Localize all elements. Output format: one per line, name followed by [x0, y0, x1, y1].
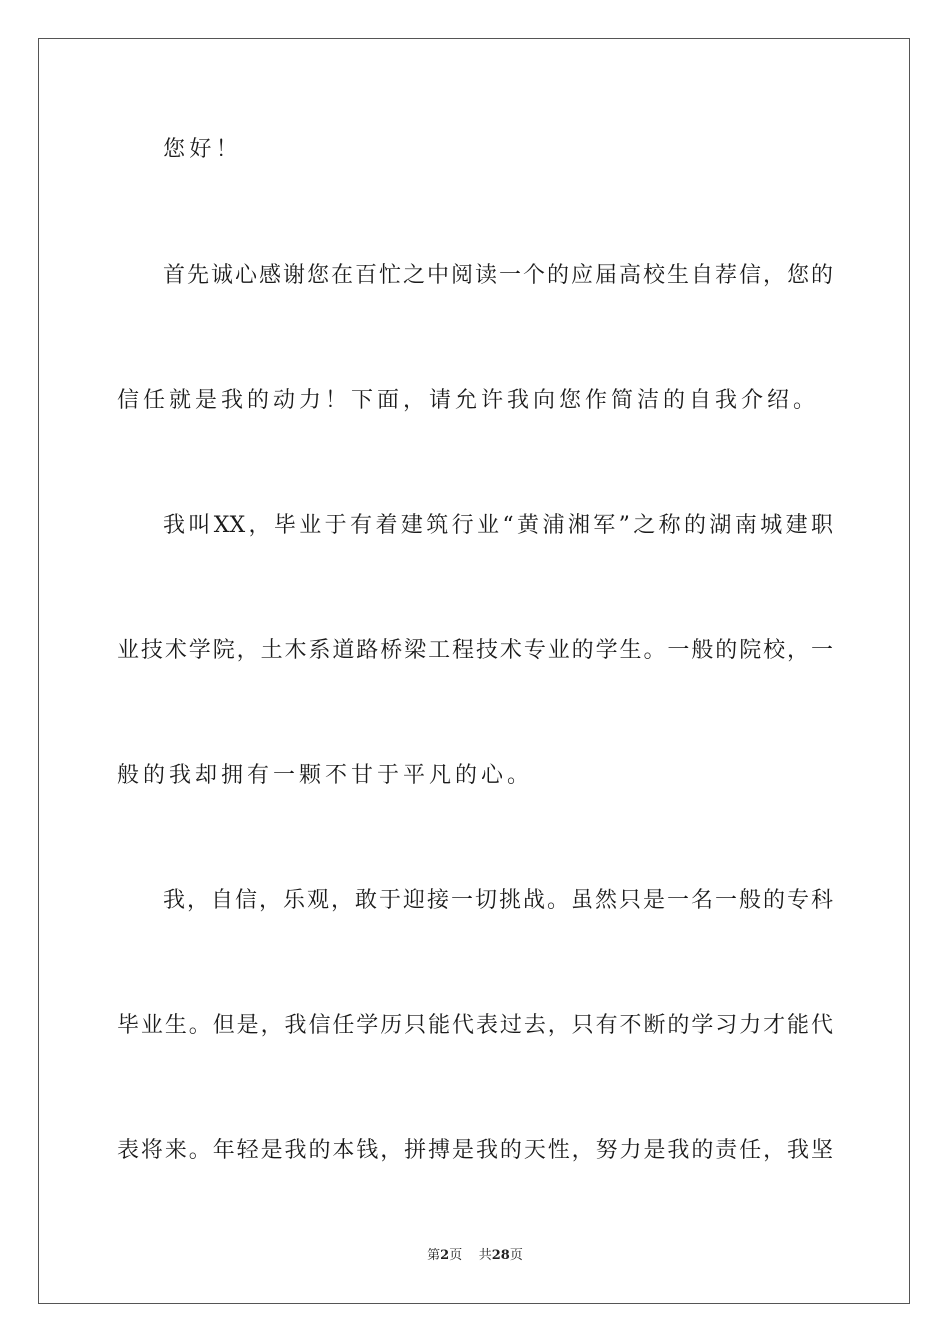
- page-prefix: 第: [427, 1248, 441, 1263]
- text-line: 业技术学院，土木系道路桥梁工程技术专业的学生。一般的院校，一: [117, 638, 833, 663]
- page-suffix: 页: [449, 1248, 463, 1263]
- total-prefix: 共: [478, 1248, 492, 1263]
- text-line-greeting: 您好！: [163, 137, 243, 162]
- page-footer: [0, 1247, 950, 1265]
- current-page-number: 2: [440, 1248, 450, 1263]
- total-page-count: 28: [491, 1248, 510, 1263]
- page-frame: [38, 38, 910, 1304]
- text-line: 我叫XX，毕业于有着建筑行业“黄浦湘军”之称的湖南城建职: [163, 513, 833, 538]
- total-suffix: 页: [509, 1248, 523, 1263]
- text-line: 我，自信，乐观，敢于迎接一切挑战。虽然只是一名一般的专科: [163, 888, 833, 913]
- text-line: 般的我却拥有一颗不甘于平凡的心。: [117, 763, 534, 788]
- text-line: 表将来。年轻是我的本钱，拼搏是我的天性，努力是我的责任，我坚: [117, 1138, 833, 1163]
- text-line: 信任就是我的动力！下面，请允许我向您作简洁的自我介绍。: [117, 388, 820, 413]
- text-line: 首先诚心感谢您在百忙之中阅读一个的应届高校生自荐信，您的: [163, 263, 833, 288]
- text-line: 毕业生。但是，我信任学历只能代表过去，只有不断的学习力才能代: [117, 1013, 833, 1038]
